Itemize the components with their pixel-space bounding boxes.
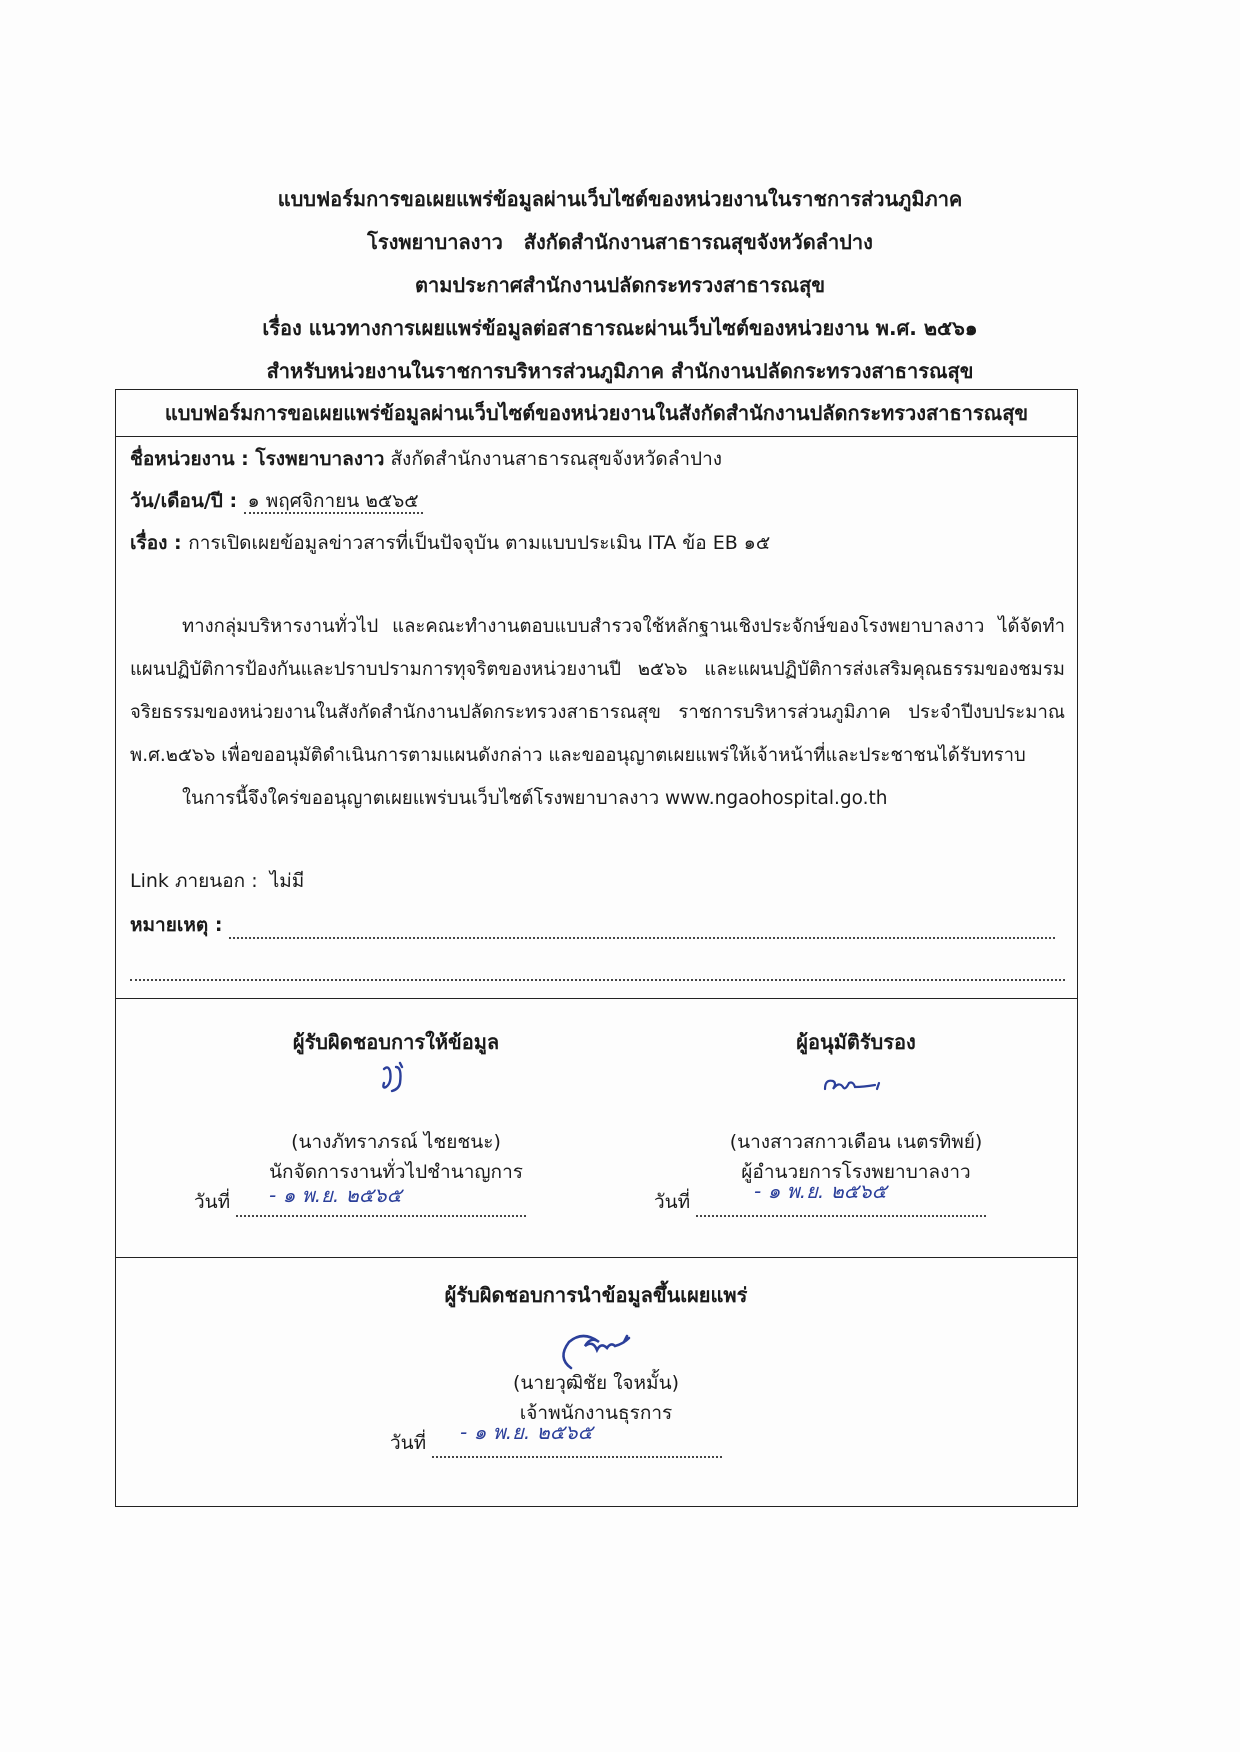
- date-label: วัน/เดือน/ปี :: [130, 490, 244, 512]
- publisher-date-handwritten: - ๑ พ.ย. ๒๕๖๕: [460, 1420, 593, 1444]
- date-row: [130, 487, 423, 515]
- left-position: นักจัดการงานทั่วไปชำนาญการ: [269, 1161, 523, 1183]
- remark-label: หมายเหตุ :: [130, 914, 230, 936]
- left-date-label: วันที่: [194, 1191, 231, 1213]
- header-line-2: โรงพยาบาลงาว สังกัดสำนักงานสาธารณสุขจังหวัดลำปาง: [367, 230, 873, 254]
- date-value: ๑ พฤศจิกายน ๒๕๖๕: [244, 490, 423, 514]
- right-heading: ผู้อนุมัติรับรอง: [796, 1030, 916, 1054]
- document-header: [0, 178, 1240, 393]
- publisher-name: (นายวุฒิชัย ใจหมั้น): [513, 1372, 679, 1394]
- right-date-row: [654, 1179, 1036, 1217]
- form-title: แบบฟอร์มการขอเผยแพร่ข้อมูลผ่านเว็บไซต์ของหน่วยงานในสังกัดสำนักงานปลัดกระทรวงสาธารณสุข: [116, 390, 1077, 437]
- left-date-handwritten: - ๑ พ.ย. ๒๕๖๕: [269, 1183, 402, 1207]
- left-name: (นางภัทราภรณ์ ไชยชนะ): [291, 1131, 501, 1153]
- body-paragraph-2: ในการนี้จึงใคร่ขออนุญาตเผยแพร่บนเว็บไซต์โรงพยาบาลงาว www.ngaohospital.go.th: [182, 788, 888, 809]
- body-paragraph-1: ทางกลุ่มบริหารงานทั่วไป และคณะทำงานตอบแบบสำรวจใช้หลักฐานเชิงประจักษ์ของโรงพยาบาลงาว ได้จัดทำแผนปฏิบัติการป้องกันและปราบปรามการทุจริตของหน่วยงานปี ๒๕๖๖ และแผนปฏิบัติการส่งเสริมคุณธรรมของชมรมจริยธรรมของหน่วยงานในสังกัดสำนักงานปลัดกระทรวงสาธารณสุข ราชการบริหารส่วนภูมิภาค ประจำปีงบประมาณ พ.ศ.๒๕๖๖ เพื่อขออนุมัติดำเนินการตามแผนดังกล่าว และขออนุญาตเผยแพร่ให้เจ้าหน้าที่และประชาชนได้รับทราบ: [130, 616, 1065, 766]
- form-body: [116, 437, 1077, 999]
- agency-affiliation: สังกัดสำนักงานสาธารณสุขจังหวัดลำปาง: [384, 448, 723, 470]
- body-text: [130, 605, 1065, 820]
- link-label: Link ภายนอก: [130, 870, 246, 892]
- right-date-label: วันที่: [654, 1191, 691, 1213]
- link-row: [130, 867, 304, 895]
- signature-left: [194, 999, 576, 1217]
- left-heading: ผู้รับผิดชอบการให้ข้อมูล: [292, 1030, 500, 1054]
- publisher-position: เจ้าพนักงานธุรการ: [519, 1402, 673, 1424]
- right-position: ผู้อำนวยการโรงพยาบาลงาว: [741, 1161, 971, 1183]
- agency-name: โรงพยาบาลงาว: [255, 448, 385, 470]
- right-signature-mark: [811, 1057, 901, 1105]
- publisher-date-row: [390, 1420, 796, 1458]
- agency-row: [130, 445, 722, 473]
- header-line-1: แบบฟอร์มการขอเผยแพร่ข้อมูลผ่านเว็บไซต์ของหน่วยงานในราชการส่วนภูมิภาค: [277, 187, 963, 211]
- remark-dotted-line-2: [130, 957, 1065, 981]
- form-frame: [115, 389, 1078, 1507]
- signature-right: [654, 999, 1036, 1217]
- agency-label: ชื่อหน่วยงาน :: [130, 448, 256, 470]
- publisher-heading: ผู้รับผิดชอบการนำข้อมูลขึ้นเผยแพร่: [444, 1283, 748, 1307]
- right-name: (นางสาวสกาวเดือน เนตรทิพย์): [729, 1131, 983, 1153]
- publisher-date-label: วันที่: [390, 1432, 427, 1454]
- signature-publisher: [390, 1258, 796, 1458]
- link-separator: :: [245, 870, 270, 892]
- link-value: ไม่มี: [269, 870, 305, 892]
- subject-label: เรื่อง :: [130, 532, 189, 554]
- subject-value: การเปิดเผยข้อมูลข่าวสารที่เป็นปัจจุบัน ตามแบบประเมิน ITA ข้อ EB ๑๕: [188, 532, 771, 554]
- signature-section: [116, 999, 1077, 1258]
- remark-row: [130, 911, 1055, 939]
- header-line-5: สำหรับหน่วยงานในราชการบริหารส่วนภูมิภาค สำนักงานปลัดกระทรวงสาธารณสุข: [266, 359, 974, 383]
- left-date-row: [194, 1183, 576, 1217]
- publisher-section: [116, 1258, 1077, 1506]
- header-line-3: ตามประกาศสำนักงานปลัดกระทรวงสาธารณสุข: [414, 273, 825, 297]
- right-date-handwritten: - ๑ พ.ย. ๒๕๖๕: [754, 1179, 887, 1203]
- remark-dotted-line: [229, 915, 1055, 939]
- subject-row: [130, 529, 770, 557]
- header-line-4: เรื่อง แนวทางการเผยแพร่ข้อมูลต่อสาธารณะผ่านเว็บไซต์ของหน่วยงาน พ.ศ. ๒๕๖๑: [262, 316, 978, 340]
- remark-row-2: [130, 953, 1065, 981]
- left-signature-mark: [366, 1057, 426, 1105]
